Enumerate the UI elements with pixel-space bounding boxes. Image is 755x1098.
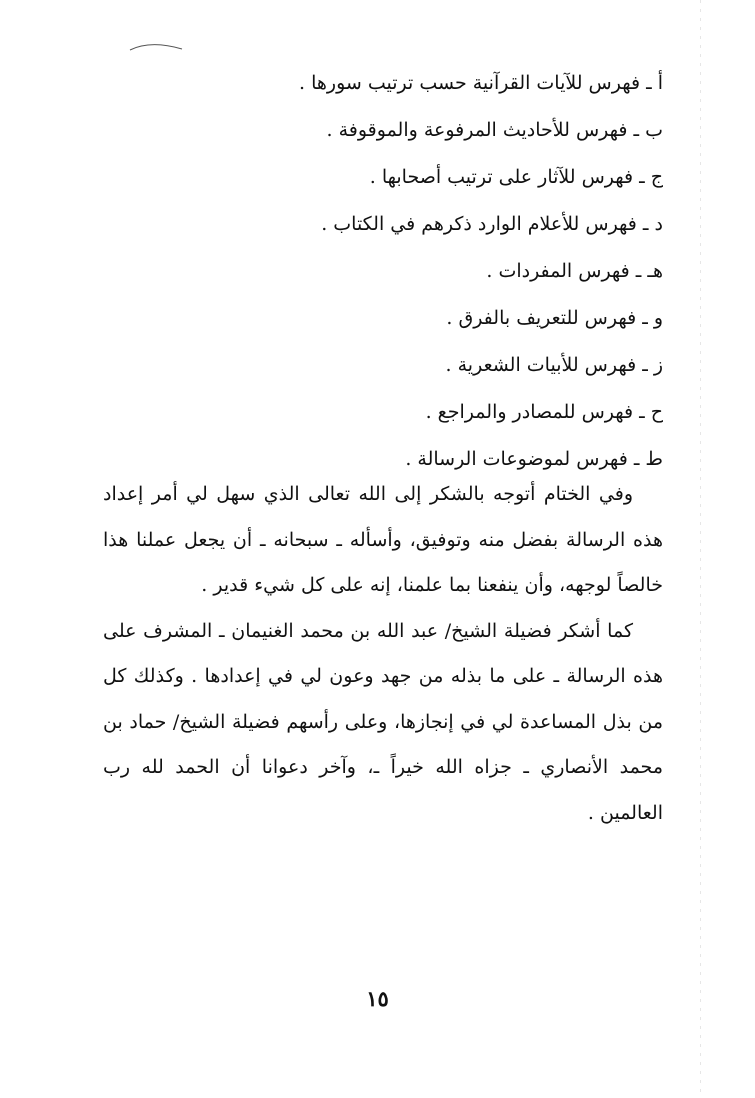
acknowledgement-paragraph: كما أشكر فضيلة الشيخ/ عبد الله بن محمد الغنيمان ـ المشرف على هذه الرسالة ـ على ما بذله من جهد وعون لي في إعدادها . وكذلك كل من بذل المساعدة لي في إنجازها، وعلى رأسهم فضيلة الشيخ/ حماد بن محمد الأنصاري ـ جزاه الله خيراً ـ، وآخر دعوانا أن الحمد لله رب العالمين . (103, 619, 663, 824)
closing-text (103, 472, 663, 836)
index-item: و ـ فهرس للتعريف بالفرق . (446, 307, 663, 329)
index-list (299, 60, 663, 483)
scan-edge-line (700, 0, 701, 1098)
index-item: ب ـ فهرس للأحاديث المرفوعة والموقوفة . (326, 119, 663, 141)
index-item: ط ـ فهرس لموضوعات الرسالة . (405, 448, 663, 470)
page-number: ١٥ (366, 986, 389, 1011)
index-item: د ـ فهرس للأعلام الوارد ذكرهم في الكتاب . (321, 213, 663, 235)
index-item: ح ـ فهرس للمصادر والمراجع . (425, 401, 663, 423)
scan-mark (128, 40, 184, 54)
index-item: هـ ـ فهرس المفردات . (486, 260, 663, 282)
index-item: أ ـ فهرس للآيات القرآنية حسب ترتيب سورها . (299, 72, 663, 94)
index-item: ز ـ فهرس للأبيات الشعرية . (445, 354, 663, 376)
closing-paragraph: وفي الختام أتوجه بالشكر إلى الله تعالى الذي سهل لي أمر إعداد هذه الرسالة بفضل منه وتوفيق، وأسأله ـ سبحانه ـ أن يجعل عملنا هذا خالصاً لوجهه، وأن ينفعنا بما علمنا، إنه على كل شيء قدير . (103, 483, 663, 596)
index-item: ج ـ فهرس للآثار على ترتيب أصحابها . (369, 166, 663, 188)
